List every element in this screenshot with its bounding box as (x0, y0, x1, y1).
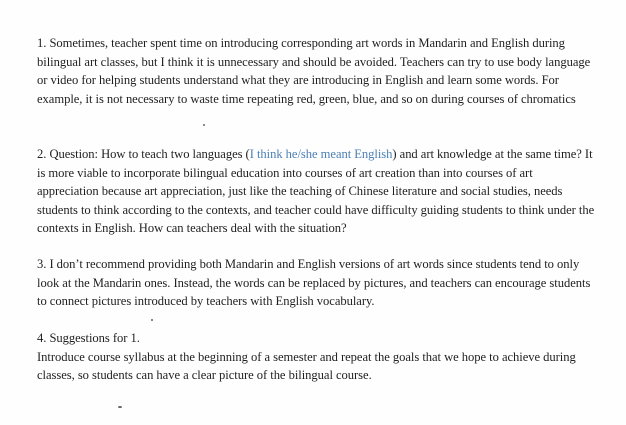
scan-speck (151, 319, 153, 321)
paragraph-1-text: 1. Sometimes, teacher spent time on introducing corresponding art words in Mandarin and English during bilingual art classes, but I think it is unnecessary and should be avoided. Teachers can try to use body language or video for helping students understand what they are introducing in English and learn some words. For example, it is not necessary to waste time repeating red, green, blue, and so on during courses of chromatics (37, 36, 591, 106)
paragraph-1 (37, 34, 597, 108)
paragraph-4 (37, 329, 597, 385)
paragraph-2-text-after: ) and art knowledge at the same time? It is more viable to incorporate bilingual education into courses of art creation than into courses of art appreciation because art appreciation, just like the teaching of Chinese literature and social studies, needs students to think according to the contexts, and teacher could have difficulty guiding students to think under the contexts in English. How can teachers deal with the situation? (37, 147, 595, 236)
scan-speck (118, 406, 122, 408)
paragraph-3-text: 3. I don’t recommend providing both Mandarin and English versions of art words since students tend to only look at the Mandarin ones. Instead, the words can be replaced by pictures, and teachers can encourage students to connect pictures introduced by teachers with English vocabulary. (37, 257, 591, 309)
scan-speck (203, 124, 205, 126)
paragraph-3 (37, 255, 597, 311)
paragraph-2 (37, 145, 597, 238)
paragraph-4-heading: 4. Suggestions for 1. (37, 331, 140, 345)
paragraph-2-text-before: 2. Question: How to teach two languages ( (37, 147, 250, 161)
paragraph-4-body: Introduce course syllabus at the beginning of a semester and repeat the goals that we hope to achieve during classes, so students can have a clear picture of the bilingual course. (37, 349, 576, 383)
translator-note: I think he/she meant English (249, 147, 393, 161)
